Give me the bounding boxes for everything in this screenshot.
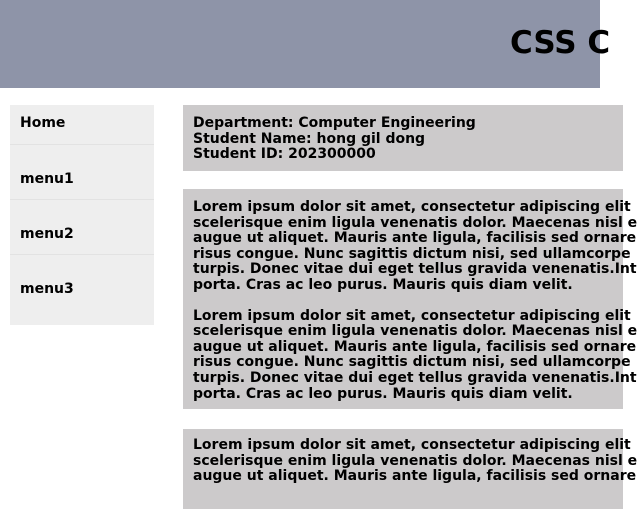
department-text: Department: Computer Engineering [193,115,476,131]
sidebar-item-menu1[interactable]: menu1 [10,145,154,200]
content-panel [183,429,637,509]
paragraph-line: turpis. Donec vitae dui eget tellus gravida venenatis.Int [193,369,637,386]
paragraph-line: porta. Cras ac leo purus. Mauris quis diam velit. [193,276,573,293]
page-title: CSS C [510,25,611,61]
paragraph-line: Lorem ipsum dolor sit amet, consectetur adipiscing elit [193,437,631,453]
paragraph-line: scelerisque enim ligula venenatis dolor. Maecenas nisl e [193,214,637,231]
paragraph-line: augue ut aliquet. Mauris ante ligula, facilisis sed ornare [193,230,637,247]
paragraph-line: risus congue. Nunc sagittis dictum nisi, sed ullamcorpe [193,245,631,262]
paragraph-line: scelerisque enim ligula venenatis dolor. Maecenas nisl e [193,323,637,340]
sidebar-item-home[interactable]: Home [10,105,154,145]
paragraph-line: scelerisque enim ligula venenatis dolor. Maecenas nisl e [193,452,637,469]
student-name-text: Student Name: hong gil dong [193,130,426,147]
lorem-paragraph [193,199,637,294]
paragraph-line: porta. Cras ac leo purus. Mauris quis diam velit. [193,385,573,402]
lorem-paragraph [193,437,637,485]
sidebar-item-menu2[interactable]: menu2 [10,200,154,255]
student-info-panel [183,105,623,171]
paragraph-line: Lorem ipsum dolor sit amet, consectetur adipiscing elit [193,199,631,215]
sidebar-item-menu3[interactable]: menu3 [20,281,74,297]
paragraph-line: augue ut aliquet. Mauris ante ligula, facilisis sed ornare [193,468,637,485]
paragraph-line: risus congue. Nunc sagittis dictum nisi, sed ullamcorpe [193,354,631,371]
student-id-text: Student ID: 202300000 [193,146,376,163]
content-panel [183,189,637,409]
paragraph-line: turpis. Donec vitae dui eget tellus gravida venenatis.Int [193,261,637,278]
paragraph-line: augue ut aliquet. Mauris ante ligula, facilisis sed ornare [193,338,637,355]
lorem-paragraph [193,307,637,403]
header [0,0,611,88]
paragraph-line: Lorem ipsum dolor sit amet, consectetur adipiscing elit [193,307,631,324]
main-content [183,105,637,509]
sidebar-nav [10,105,154,325]
